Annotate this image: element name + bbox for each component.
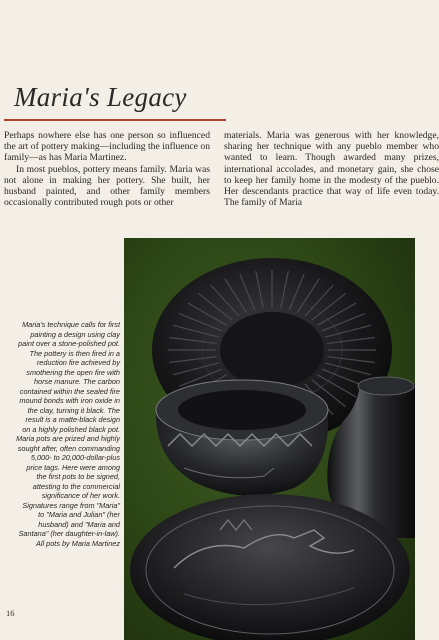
body-paragraph: Perhaps nowhere else has one person so influenced the art of pottery making—including the influence on family—as has Maria Martinez.	[4, 130, 210, 164]
body-paragraph: materials. Maria was generous with her knowledge, sharing her technique with any pueblo member who wanted to learn. Though awarded many prizes, international accolades, and monetary gain, she chose to keep her family home in the modesty of the pueblo. Her descendants practice that way of life even today. The family of Maria	[224, 130, 439, 209]
body-column-left	[4, 130, 210, 208]
page-number: 16	[6, 608, 15, 618]
bowl	[156, 380, 328, 496]
photo-caption: Maria's technique calls for first painting a design using clay paint over a stone-polished pot. The pottery is then fired in a reduction fire achieved by smothering the open fire with horse manure. The carbon contained within the sealed fire mound bonds with iron oxide in the clay, turning it black. The result is a matte-black design on a highly polished black pot. Maria pots are prized and highly sought after, often commanding 5,000- to 20,000-dollar-plus price tags. Here were among the first pots to be signed, attesting to the commercial significance of her work. Signatures range from "Maria" to "Maria and Julian" (her husband) and "Maria and Santana" (her daughter-in-law). All pots by Maria Martinez	[16, 320, 120, 548]
pottery-illustration	[124, 238, 415, 640]
title-rule	[4, 119, 226, 121]
article-title: Maria's Legacy	[14, 82, 187, 112]
body-column-right	[224, 130, 439, 208]
front-plate	[130, 494, 410, 640]
pottery-photo	[124, 238, 415, 640]
body-paragraph: In most pueblos, pottery means family. Maria was not alone in making her pottery. She built, her husband painted, and other family members occasionally contributed rough pots or other	[4, 163, 210, 209]
